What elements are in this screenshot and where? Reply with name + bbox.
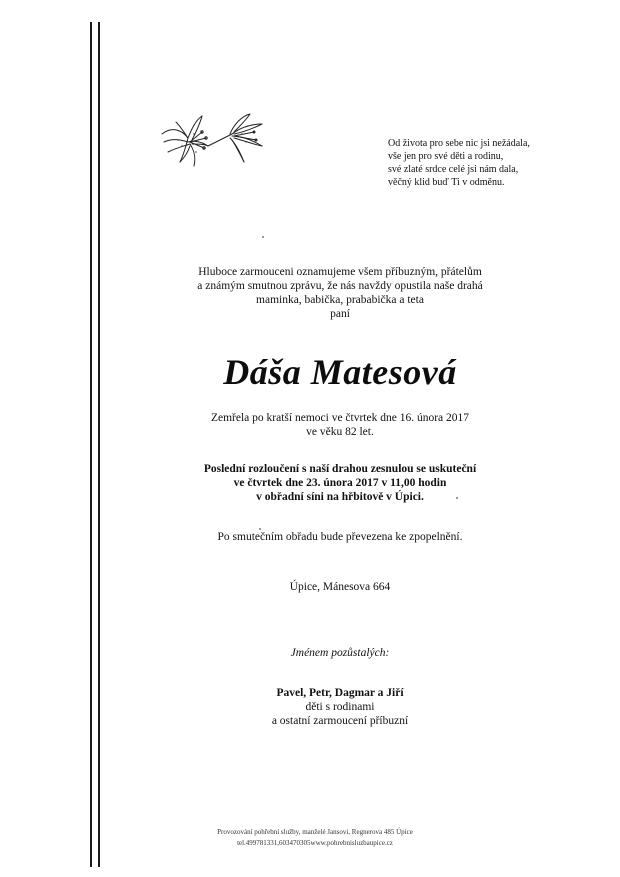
mourners-names: Pavel, Petr, Dagmar a Jiří bbox=[276, 687, 404, 699]
footer-line: Provozování pohřební služby, manželé Jansovi, Regnerova 485 Úpice bbox=[217, 828, 413, 836]
intro-line: Hluboce zarmouceni oznamujeme všem příbuzným, přátelům bbox=[198, 266, 482, 278]
intro-line: a známým smutnou zprávu, že nás navždy opustila naše drahá bbox=[197, 280, 483, 292]
funeral-line: ve čtvrtek dne 23. února 2017 v 11,00 hodin bbox=[233, 477, 447, 489]
funeral-line: v obřadní síni na hřbitově v Úpici. bbox=[256, 491, 424, 503]
poem-line: věčný klid buď Ti v odměnu. bbox=[388, 177, 505, 188]
funeral-line: Poslední rozloučení s naší drahou zesnulou se uskuteční bbox=[203, 463, 477, 475]
on-behalf-heading: Jménem pozůstalých: bbox=[290, 647, 390, 659]
scan-speck bbox=[262, 236, 264, 238]
announcement-intro bbox=[100, 265, 580, 321]
cremation-note: Po smutečním obřadu bude převezena ke zpopelnění. bbox=[217, 531, 463, 543]
left-border-line-inner bbox=[98, 22, 100, 867]
mourners-list bbox=[100, 686, 580, 728]
deceased-name: Dáša Matesová bbox=[223, 352, 457, 392]
scan-speck bbox=[456, 497, 458, 499]
funeral-details bbox=[100, 462, 580, 504]
memorial-poem bbox=[388, 137, 588, 189]
poem-line: Od života pro sebe nic jsi nežádala, bbox=[388, 138, 530, 149]
address: Úpice, Mánesova 664 bbox=[289, 581, 391, 593]
footer-line: tel.499781331,603470305www.pohrebnisluzbaupice.cz bbox=[237, 839, 393, 847]
mourners-line: a ostatní zarmoucení příbuzní bbox=[271, 715, 409, 727]
death-line: ve věku 82 let. bbox=[306, 426, 374, 438]
death-line: Zemřela po kratší nemoci ve čtvrtek dne 16. února 2017 bbox=[210, 412, 470, 424]
death-details bbox=[100, 411, 580, 439]
intro-line: paní bbox=[330, 308, 350, 320]
poem-line: vše jen pro své děti a rodinu, bbox=[388, 151, 504, 162]
intro-line: maminka, babička, prababička a teta bbox=[256, 294, 424, 306]
funeral-service-footer bbox=[100, 827, 530, 849]
left-border-line-outer bbox=[90, 22, 92, 867]
scan-speck bbox=[259, 528, 261, 530]
poem-line: své zlaté srdce celé jsi nám dala, bbox=[388, 164, 519, 175]
mourners-line: děti s rodinami bbox=[305, 701, 375, 713]
lily-flower-icon bbox=[158, 112, 268, 174]
